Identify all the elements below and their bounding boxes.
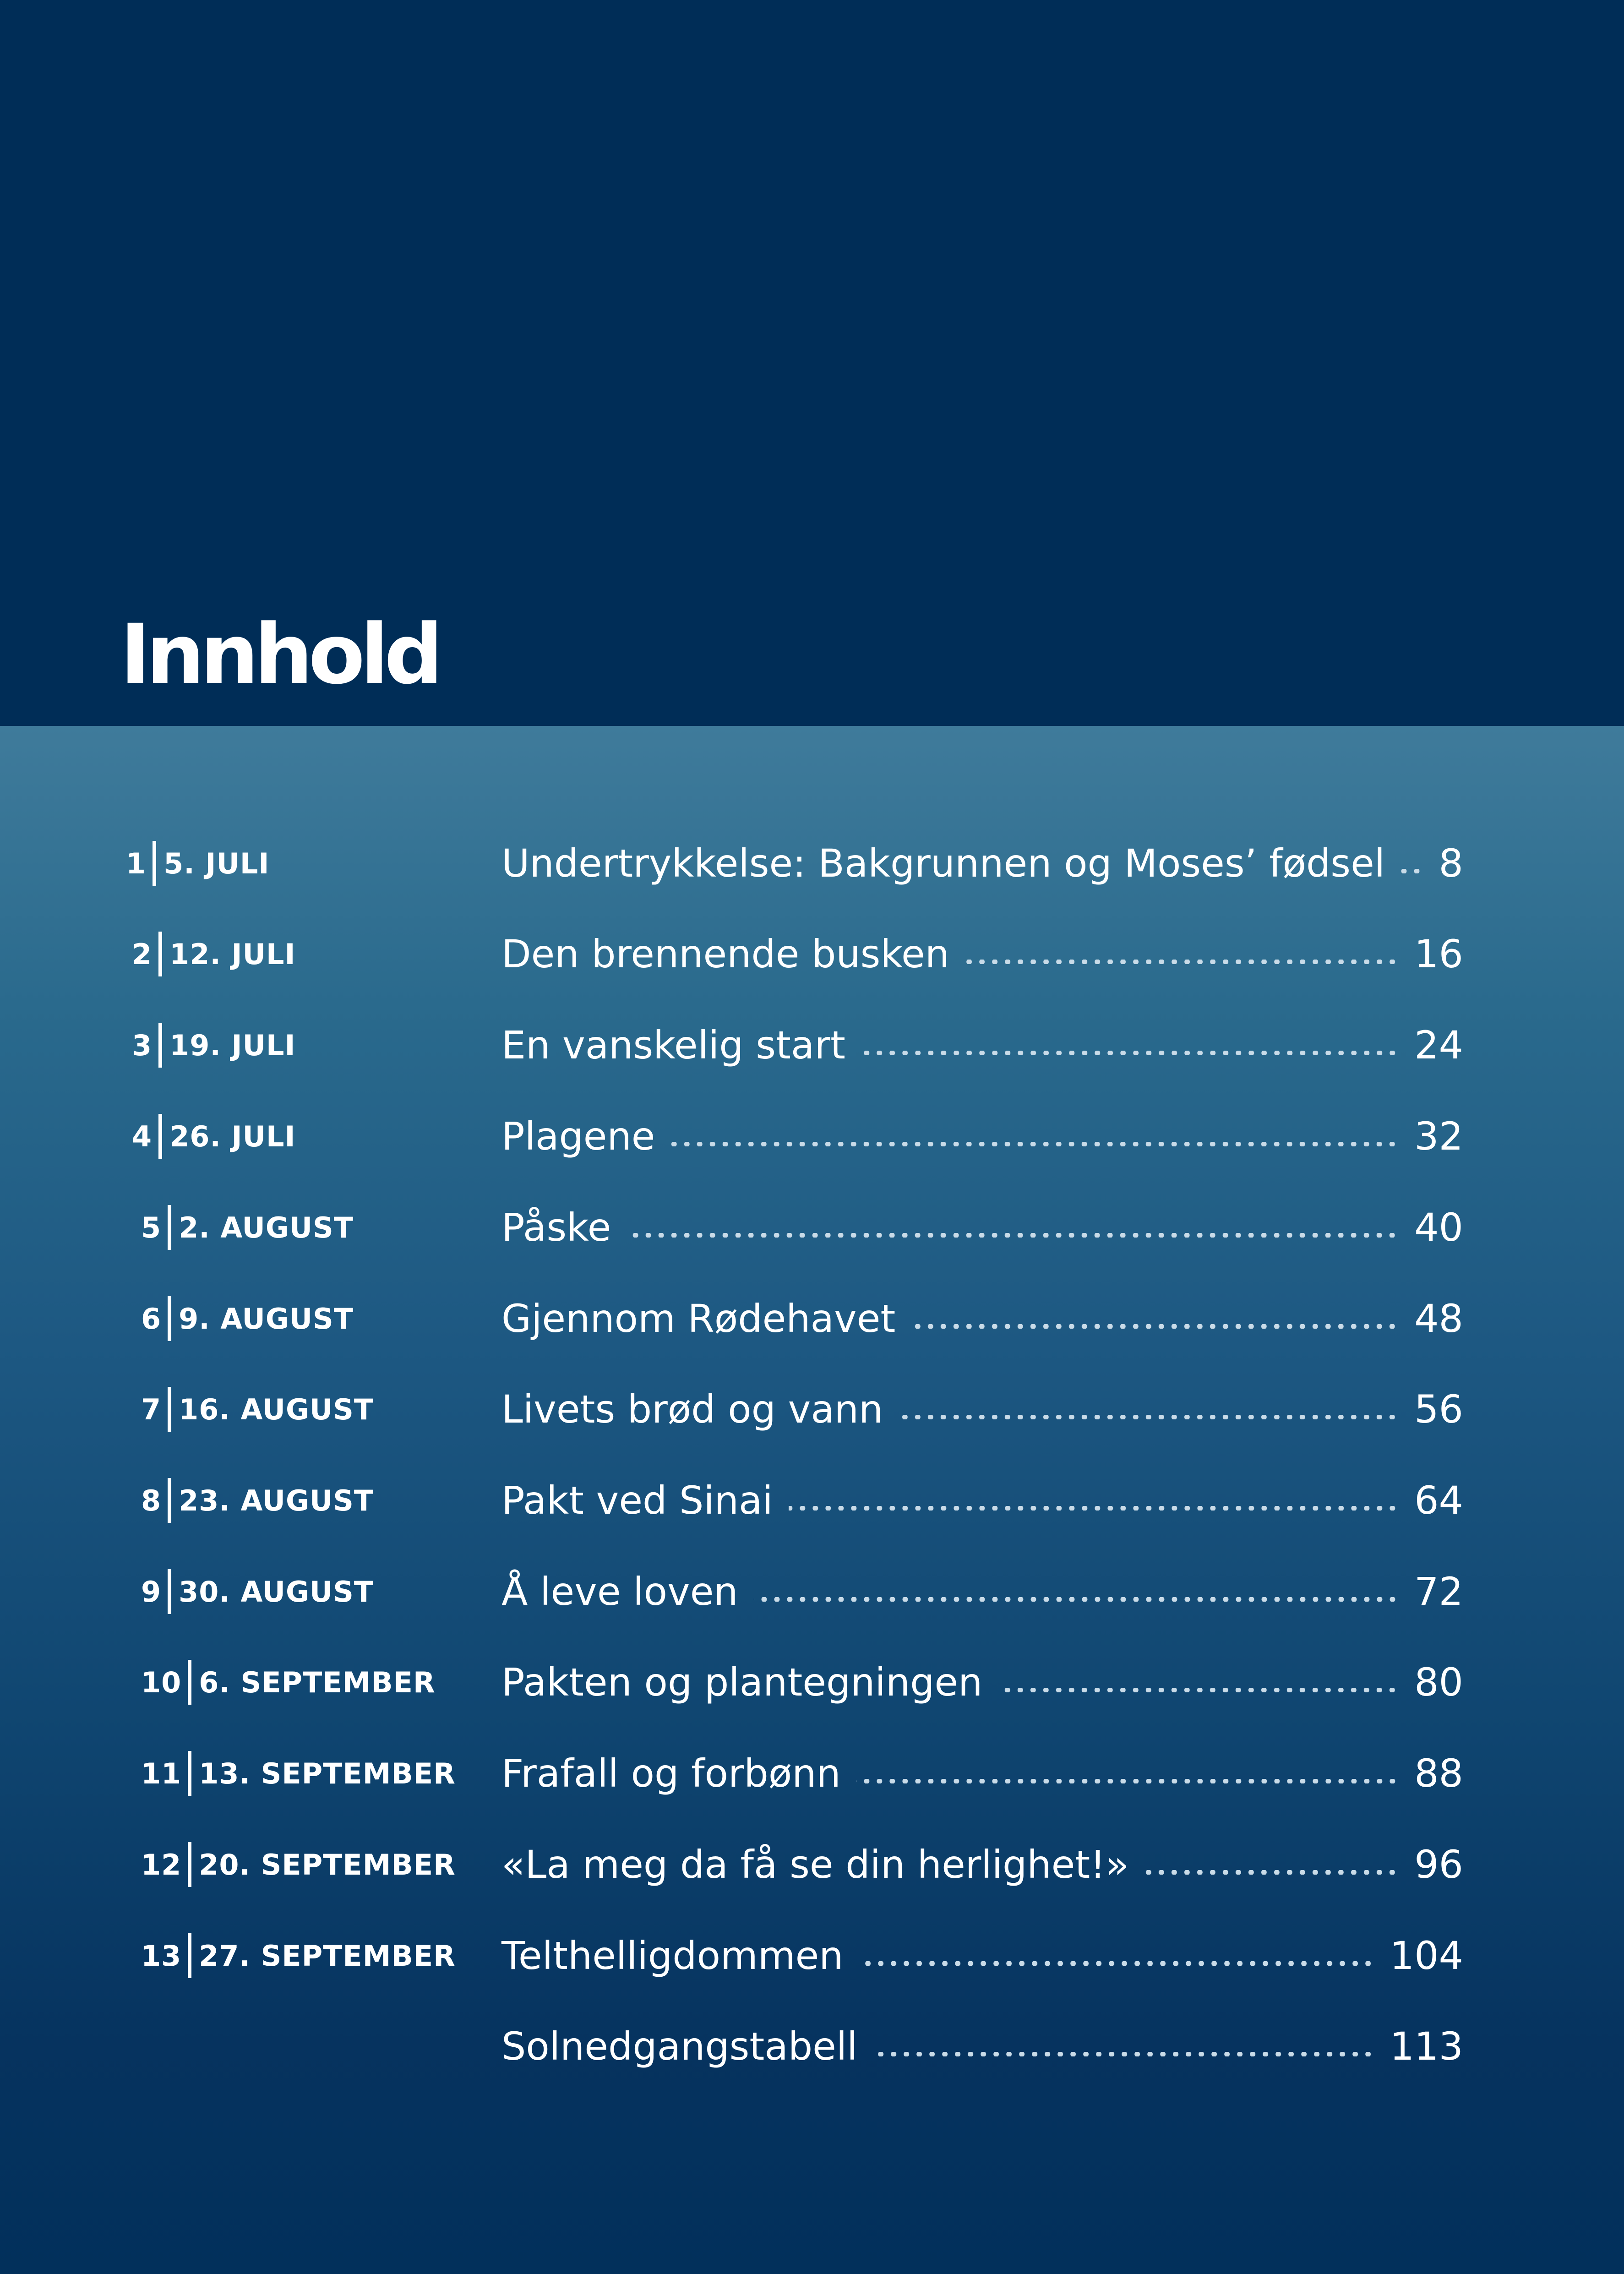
entry-page-number: 48 [1414, 1296, 1463, 1341]
dot-leader [754, 1597, 1399, 1602]
lesson-date: 9. AUGUST [179, 1302, 354, 1336]
entry-page-number: 104 [1390, 1933, 1463, 1978]
lesson-label [141, 1377, 374, 1441]
entry-page-number: 56 [1414, 1387, 1463, 1432]
lesson-number: 2 [132, 937, 153, 971]
dot-leader [861, 1051, 1399, 1055]
entry-title: Frafall og forbønn [501, 1751, 841, 1796]
entry-title: Å leve loven [501, 1569, 738, 1614]
separator-bar [158, 1023, 162, 1068]
lesson-date: 20. SEPTEMBER [199, 1848, 456, 1881]
entry-title: «La meg da få se din herlighet!» [501, 1842, 1129, 1887]
lesson-number: 10 [141, 1665, 182, 1699]
lesson-date: 19. JULI [169, 1028, 296, 1062]
lesson-number: 3 [132, 1028, 153, 1062]
separator-bar [188, 1660, 191, 1705]
separator-bar [168, 1296, 171, 1341]
lesson-date: 30. AUGUST [179, 1575, 374, 1609]
toc-row [0, 1195, 1624, 1260]
lesson-label [126, 831, 269, 895]
entry-title: Livets brød og vann [501, 1387, 883, 1432]
entry-title: Telthelligdommen [501, 1933, 844, 1978]
header-band [0, 0, 1624, 726]
toc-entry-link[interactable] [501, 1377, 1463, 1441]
lesson-number: 11 [141, 1756, 182, 1790]
entry-page-number: 24 [1414, 1023, 1463, 1068]
lesson-label [141, 1560, 374, 1624]
dot-leader [873, 2052, 1374, 2056]
toc-entry-link[interactable] [501, 1650, 1463, 1714]
toc-row [0, 2014, 1624, 2078]
lesson-number: 6 [141, 1302, 162, 1336]
toc-entry-link[interactable] [501, 1468, 1463, 1532]
dot-leader [998, 1688, 1399, 1692]
entry-page-number: 113 [1390, 2024, 1463, 2069]
toc-row [0, 1832, 1624, 1897]
separator-bar [188, 1933, 191, 1978]
toc-row [0, 1560, 1624, 1624]
dot-leader [670, 1142, 1399, 1146]
lesson-label [132, 922, 296, 986]
toc-row [0, 1468, 1624, 1532]
dot-leader [911, 1324, 1399, 1329]
toc-row [0, 1013, 1624, 1077]
lesson-number: 7 [141, 1392, 162, 1426]
toc-entry-link[interactable] [501, 922, 1463, 986]
entry-page-number: 64 [1414, 1478, 1463, 1523]
lesson-label [141, 1924, 456, 1988]
lesson-date: 6. SEPTEMBER [199, 1665, 436, 1699]
entry-title: Undertrykkelse: Bakgrunnen og Moses’ fødsel [501, 841, 1385, 886]
entry-title: Solnedgangstabell [501, 2024, 858, 2069]
dot-leader [856, 1779, 1399, 1783]
toc-entry-link[interactable] [501, 1287, 1463, 1351]
table-of-contents [0, 726, 1624, 2274]
lesson-date: 13. SEPTEMBER [199, 1756, 456, 1790]
toc-row [0, 831, 1624, 895]
dot-leader [965, 960, 1399, 964]
toc-row [0, 922, 1624, 986]
dot-leader [899, 1415, 1399, 1419]
lesson-label [132, 1013, 296, 1077]
entry-title: En vanskelig start [501, 1023, 845, 1068]
entry-title: Pakt ved Sinai [501, 1478, 773, 1523]
toc-entry-link[interactable] [501, 1195, 1463, 1260]
lesson-date: 27. SEPTEMBER [199, 1939, 456, 1973]
toc-entry-link[interactable] [501, 831, 1463, 895]
lesson-number: 12 [141, 1848, 182, 1881]
entry-title: Gjennom Rødehavet [501, 1296, 896, 1341]
lesson-number: 4 [132, 1119, 153, 1153]
entry-title: Pakten og plantegningen [501, 1660, 983, 1705]
lesson-number: 13 [141, 1939, 182, 1973]
entry-page-number: 88 [1414, 1751, 1463, 1796]
lesson-date: 2. AUGUST [179, 1211, 354, 1244]
entry-page-number: 32 [1414, 1114, 1463, 1159]
separator-bar [168, 1387, 171, 1432]
lesson-number: 8 [141, 1483, 162, 1517]
separator-bar [168, 1205, 171, 1250]
dot-leader [789, 1506, 1399, 1511]
entry-title: Den brennende busken [501, 932, 949, 976]
entry-title: Plagene [501, 1114, 655, 1159]
dot-leader [1144, 1870, 1399, 1875]
lesson-date: 26. JULI [169, 1119, 296, 1153]
toc-entry-link[interactable] [501, 1013, 1463, 1077]
dot-leader [1401, 869, 1423, 873]
toc-row [0, 1377, 1624, 1441]
separator-bar [188, 1751, 191, 1796]
lesson-date: 5. JULI [163, 846, 270, 880]
entry-page-number: 96 [1414, 1842, 1463, 1887]
lesson-number: 5 [141, 1211, 162, 1244]
lesson-date: 16. AUGUST [179, 1392, 374, 1426]
dot-leader [859, 1961, 1374, 1966]
lesson-label [132, 1104, 296, 1168]
toc-entry-link[interactable] [501, 1741, 1463, 1805]
toc-row [0, 1650, 1624, 1714]
toc-entry-link[interactable] [501, 2014, 1463, 2078]
entry-page-number: 16 [1414, 932, 1463, 976]
entry-title: Påske [501, 1205, 611, 1250]
separator-bar [153, 841, 156, 886]
page-title: Innhold [120, 607, 439, 703]
lesson-number: 1 [126, 846, 147, 880]
separator-bar [168, 1569, 171, 1614]
toc-entry-link[interactable] [501, 1924, 1463, 1988]
toc-entry-link[interactable] [501, 1104, 1463, 1168]
toc-row [0, 1924, 1624, 1988]
toc-row [0, 1741, 1624, 1805]
lesson-label [141, 1287, 354, 1351]
toc-entry-link[interactable] [501, 1832, 1463, 1897]
dot-leader [627, 1233, 1399, 1238]
lesson-label [141, 1468, 374, 1532]
separator-bar [168, 1478, 171, 1523]
separator-bar [188, 1842, 191, 1887]
lesson-date: 23. AUGUST [179, 1483, 374, 1517]
lesson-label [141, 1741, 456, 1805]
lesson-label [141, 1650, 436, 1714]
toc-row [0, 1104, 1624, 1168]
separator-bar [158, 1114, 162, 1159]
lesson-label [141, 1195, 354, 1260]
entry-page-number: 72 [1414, 1569, 1463, 1614]
entry-page-number: 40 [1414, 1205, 1463, 1250]
toc-entry-link[interactable] [501, 1560, 1463, 1624]
entry-page-number: 8 [1439, 841, 1463, 886]
entry-page-number: 80 [1414, 1660, 1463, 1705]
lesson-date: 12. JULI [169, 937, 296, 971]
lesson-number: 9 [141, 1575, 162, 1609]
separator-bar [158, 932, 162, 976]
lesson-label [141, 1832, 456, 1897]
toc-row [0, 1287, 1624, 1351]
